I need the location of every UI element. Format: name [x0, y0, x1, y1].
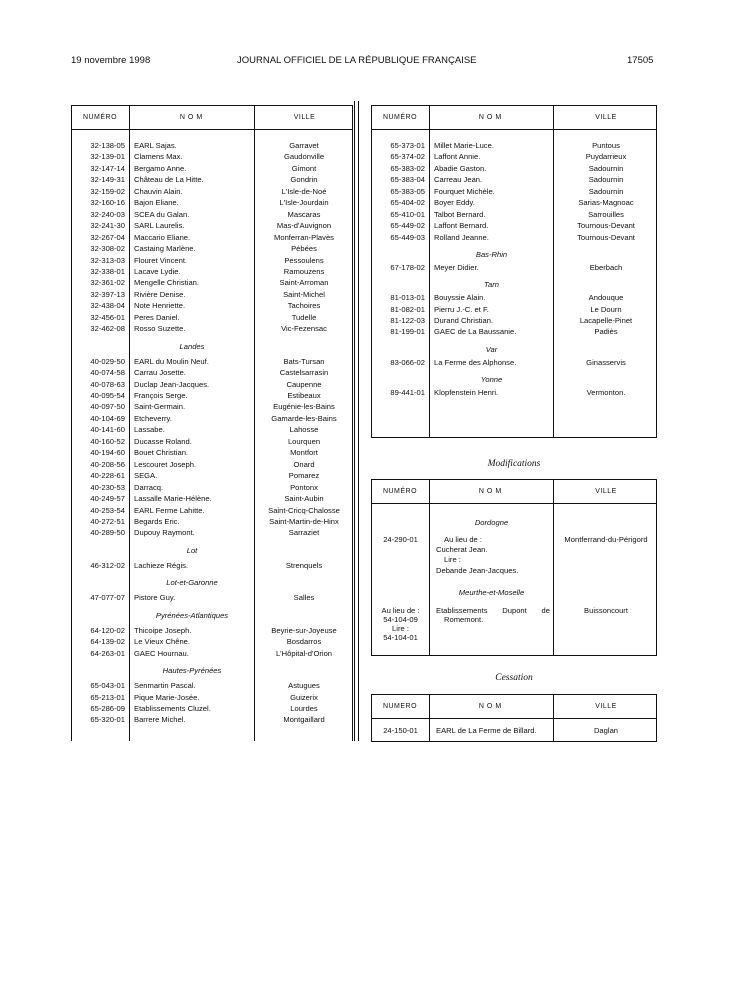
row-nom: SCEA du Galan.	[134, 209, 190, 219]
row-nom: Etablissements Cluzel.	[134, 704, 211, 713]
row-numero: 32-462-08	[90, 324, 125, 334]
row-numero: 65-449-02	[390, 221, 425, 231]
row-ville: Pomarez	[288, 471, 320, 481]
row-ville: Strenquels	[285, 560, 323, 570]
row-ville: Salles	[293, 593, 315, 603]
row-numero: 46-312-02	[90, 560, 125, 570]
row-numero: 67-178-02	[390, 262, 425, 272]
row-numero: 65-383-02	[390, 163, 425, 173]
row-numero: 32-361-02	[90, 278, 125, 288]
row-ville: Tudelle	[291, 312, 317, 322]
row-numero: 65-213-01	[90, 692, 125, 702]
row-nom: Durand Christian.	[434, 316, 494, 325]
row-nom: Fourquet Michèle.	[434, 186, 495, 196]
row-nom: Lachieze Régis.	[134, 560, 189, 570]
row-nom: Bajon Eliane.	[134, 198, 179, 208]
row-numero: 32-308-02	[90, 244, 125, 254]
row-ville: Beyrie-sur-Joyeuse	[271, 625, 337, 635]
modifications-caption: Modifications	[487, 459, 541, 469]
col-header-numero: NUMERO	[382, 703, 418, 710]
row-numero: 32-438-04	[90, 301, 125, 311]
row-numero: 32-241-30	[90, 221, 125, 231]
row-nom: Clamens Max.	[134, 152, 183, 162]
cessation-table	[371, 694, 657, 742]
row-ville: Pébées	[291, 244, 317, 254]
col-header-nom: NOM	[478, 488, 505, 495]
section-heading: Landes	[179, 341, 205, 351]
row-nom: Senmartin Pascal.	[134, 681, 196, 691]
col-rule	[429, 106, 430, 437]
row-nom: Chauvin Alain.	[134, 186, 183, 196]
row-ville: Onard	[293, 459, 315, 469]
mod-old-name-1: Cucherat Jean.	[436, 545, 488, 554]
col-header-nom: NOM	[478, 703, 505, 710]
row-ville: Saint-Martin-de-Hinx	[269, 516, 339, 526]
row-numero: 40-095-54	[90, 391, 125, 400]
row-nom: EARL Ferme Lahitte.	[134, 505, 205, 515]
row-numero: 81-199-01	[390, 327, 425, 337]
row-nom: Dupouy Raymont.	[134, 528, 195, 538]
row-numero: 40-160-52	[90, 436, 125, 446]
page-number: 17505	[627, 55, 654, 66]
row-nom: Thicoipe Joseph.	[134, 625, 192, 635]
row-ville: Ginasservis	[586, 357, 626, 367]
row-nom: François Serge.	[134, 391, 188, 400]
row-numero: 65-043-01	[90, 681, 125, 691]
mod-new-numero-2: 54-104-01	[383, 633, 418, 642]
row-ville: Castelsarrasin	[279, 368, 329, 378]
row-ville: Puydarrieux	[585, 152, 627, 162]
row-numero: 81-122-03	[390, 316, 425, 325]
col-header-nom: NOM	[179, 114, 206, 121]
row-ville: Le Dourn	[590, 304, 622, 314]
row-ville: Lacapelle-Pinet	[579, 316, 633, 325]
cessation-numero: 24-150-01	[383, 726, 418, 735]
row-numero: 32-138-05	[90, 141, 125, 150]
row-numero: 64-139-02	[90, 637, 125, 647]
col-header-ville: VILLE	[595, 703, 617, 710]
row-ville: Vermonton.	[586, 387, 626, 397]
row-nom: Lacave Lydie.	[134, 266, 181, 276]
row-nom: Pique Marie-Josée.	[134, 692, 200, 702]
mod-new-name-1: Debande Jean-Jacques.	[436, 566, 519, 575]
row-ville: L'Isle-de-Noé	[281, 186, 327, 196]
cessation-nom: EARL de La Ferme de Billard.	[436, 726, 537, 735]
row-numero: 65-449-03	[390, 232, 425, 242]
row-ville: Pessoulens	[284, 255, 324, 265]
row-numero: 40-253-54	[90, 505, 125, 515]
row-nom: EARL du Moulin Neuf.	[134, 356, 209, 366]
row-ville: Mas-d'Auvignon	[276, 221, 332, 231]
row-nom: SEGA.	[134, 471, 158, 481]
col-header-ville: VILLE	[595, 114, 617, 121]
row-numero: 65-286-09	[90, 704, 125, 713]
row-numero: 40-272-51	[90, 516, 125, 526]
row-numero: 40-029-50	[90, 356, 125, 366]
mod-au-lieu-de-1: Au lieu de :	[444, 535, 482, 544]
column-divider-left	[354, 101, 355, 741]
section-heading: Hautes-Pyrénées	[162, 666, 222, 676]
row-ville: Sarrouilles	[588, 209, 624, 219]
row-numero: 65-404-02	[390, 198, 425, 208]
row-ville: Garravet	[289, 141, 319, 150]
row-nom: Laffont Bernard.	[434, 221, 489, 231]
row-nom: La Ferme des Alphonse.	[434, 357, 517, 367]
row-numero: 40-104-69	[90, 413, 125, 423]
mod-name-2-line1: Etablissements Dupont de	[436, 606, 550, 615]
row-numero: 32-139-01	[90, 152, 125, 162]
row-ville: Tournous-Devant	[577, 232, 635, 242]
row-numero: 40-097-50	[90, 402, 125, 412]
row-nom: Darracq.	[134, 482, 164, 492]
row-numero: 65-410-01	[390, 209, 425, 219]
row-numero: 89-441-01	[390, 387, 425, 397]
mod-ville-1: Montferrand-du-Périgord	[564, 535, 648, 544]
row-numero: 40-289-50	[90, 528, 125, 538]
header-date: 19 novembre 1998	[71, 55, 151, 66]
row-ville: Saint-Arroman	[279, 278, 329, 288]
mod-ville-2: Buissoncourt	[584, 606, 628, 615]
row-ville: Ramouzens	[283, 266, 325, 276]
mod-old-numero-2: 54-104-09	[383, 615, 418, 624]
row-numero: 65-374-02	[390, 152, 425, 162]
row-nom: Abadie Gaston.	[434, 163, 487, 173]
row-nom: Château de La Hitte.	[134, 175, 204, 185]
cessation-ville: Daglan	[593, 726, 619, 735]
row-ville: Pontonx	[290, 482, 318, 492]
row-ville: Astugues	[288, 681, 320, 691]
right-table	[371, 105, 657, 438]
row-ville: Gaudonville	[283, 152, 325, 162]
row-nom: Ducasse Roland.	[134, 436, 192, 446]
row-numero: 64-263-01	[90, 648, 125, 658]
row-numero: 40-228-61	[90, 471, 125, 481]
row-ville: Montfort	[290, 448, 318, 458]
row-ville: Vic-Fezensac	[281, 324, 327, 334]
row-numero: 47-077-07	[90, 593, 125, 603]
cessation-table-header	[372, 695, 656, 719]
col-header-nom: NOM	[478, 114, 505, 121]
left-table-header	[72, 106, 352, 130]
cessation-caption: Cessation	[495, 673, 533, 683]
row-ville: Mascaras	[287, 209, 321, 219]
row-nom: Castaing Marlène.	[134, 244, 196, 254]
row-ville: Saint-Cricq-Chalosse	[268, 505, 340, 515]
row-numero: 65-383-05	[390, 186, 425, 196]
row-ville: Guizerix	[290, 692, 318, 702]
row-ville: Sadournin	[588, 186, 624, 196]
row-numero: 65-383-04	[390, 175, 425, 185]
mod-lire-1: Lire :	[444, 555, 461, 564]
row-nom: Millet Marie-Luce.	[434, 141, 494, 150]
column-divider-right	[358, 101, 359, 741]
row-ville: Puntous	[592, 141, 620, 150]
row-ville: Lahosse	[289, 425, 319, 435]
row-numero: 32-240-03	[90, 209, 125, 219]
row-ville: Tachoires	[287, 301, 321, 311]
row-nom: Mengelle Christian.	[134, 278, 199, 288]
section-heading: Bas-Rhin	[475, 250, 508, 260]
row-numero: 65-320-01	[90, 715, 125, 725]
col-header-numero: NUMÉRO	[82, 114, 118, 121]
col-header-ville: VILLE	[595, 488, 617, 495]
row-nom: Bouet Christian.	[134, 448, 189, 458]
row-ville: Saint-Michel	[283, 289, 325, 299]
row-ville: Gamarde-les-Bains	[271, 413, 337, 423]
row-nom: Begards Eric.	[134, 516, 180, 526]
row-nom: Etcheverry.	[134, 413, 172, 423]
row-nom: Laffont Annie.	[434, 152, 481, 162]
row-numero: 32-159-02	[90, 186, 125, 196]
row-ville: Sadournin	[588, 163, 624, 173]
col-header-numero: NUMÉRO	[382, 488, 418, 495]
row-numero: 32-267-04	[90, 232, 125, 242]
row-numero: 40-230-53	[90, 482, 125, 492]
col-header-numero: NUMÉRO	[382, 114, 418, 121]
row-ville: L'Hôpital-d'Orion	[275, 648, 333, 658]
row-numero: 32-313-03	[90, 255, 125, 265]
row-ville: Saint-Aubin	[284, 494, 324, 504]
row-nom: GAEC de La Baussanie.	[434, 327, 517, 337]
row-ville: Padiès	[594, 327, 618, 337]
col-rule	[429, 695, 430, 741]
row-ville: L'Isle-Jourdain	[279, 198, 329, 208]
row-numero: 32-160-16	[90, 198, 125, 208]
row-nom: EARL Sajas.	[134, 141, 177, 150]
col-rule	[429, 480, 430, 655]
row-nom: Klopfenstein Henri.	[434, 387, 499, 397]
row-nom: Boyer Eddy.	[434, 198, 475, 208]
row-numero: 32-397-13	[90, 289, 125, 299]
row-ville: Estibeaux	[287, 391, 321, 400]
row-nom: Le Vieux Chêne.	[134, 637, 191, 647]
row-numero: 40-208-56	[90, 459, 125, 469]
row-numero: 32-149-31	[90, 175, 125, 185]
row-nom: Maccario Eliane.	[134, 232, 191, 242]
row-nom: Bouyssie Alain.	[434, 293, 486, 303]
row-ville: Gondrin	[290, 175, 318, 185]
row-nom: Flouret Vincent.	[134, 255, 188, 265]
row-nom: Rosso Suzette.	[134, 324, 186, 334]
row-nom: Lescouret Joseph.	[134, 459, 197, 469]
right-table-header	[372, 106, 656, 130]
mod-lire-2: Lire :	[392, 624, 409, 633]
section-meurthe-et-moselle: Meurthe-et-Moselle	[458, 588, 525, 597]
row-nom: Meyer Didier.	[434, 262, 479, 272]
row-ville: Montgaillard	[283, 715, 325, 725]
section-heading: Pyrénées-Atlantiques	[155, 610, 229, 620]
row-ville: Gimont	[291, 163, 317, 173]
row-ville: Bosdarros	[286, 637, 322, 647]
row-nom: Rolland Jeanne.	[434, 232, 489, 242]
row-ville: Lourquen	[287, 436, 321, 446]
row-ville: Eugénie-les-Bains	[273, 402, 335, 412]
row-ville: Tournous-Devant	[577, 221, 635, 231]
section-heading: Var	[485, 344, 498, 354]
modifications-table	[371, 479, 657, 656]
row-numero: 81-082-01	[390, 304, 425, 314]
row-ville: Bats-Tursan	[283, 356, 325, 366]
row-numero: 32-338-01	[90, 266, 125, 276]
row-numero: 32-147-14	[90, 163, 125, 173]
row-nom: Rivière Denise.	[134, 289, 186, 299]
row-nom: GAEC Hournau.	[134, 648, 189, 658]
row-nom: Bergamo Anne.	[134, 163, 187, 173]
row-nom: Lassalle Marie-Hélène.	[134, 494, 212, 504]
row-nom: Lassabe.	[134, 425, 165, 435]
row-numero: 40-249-57	[90, 494, 125, 504]
row-nom: Carrau Josette.	[134, 368, 186, 378]
section-heading: Yonne	[480, 375, 503, 385]
row-ville: Andouque	[588, 293, 624, 303]
row-numero: 65-373-01	[390, 141, 425, 150]
mod-name-2-line2: Romemont.	[444, 615, 484, 624]
row-numero: 83-066-02	[390, 357, 425, 367]
row-nom: Saint-Germain.	[134, 402, 186, 412]
modifications-table-header	[372, 480, 656, 504]
row-ville: Sadournin	[588, 175, 624, 185]
section-dordogne: Dordogne	[474, 518, 509, 527]
col-rule	[129, 106, 130, 741]
row-numero: 40-141-60	[90, 425, 125, 435]
row-nom: Barrere Michel.	[134, 715, 186, 725]
mod-numero-1: 24-290-01	[383, 535, 418, 544]
row-numero: 40-074-58	[90, 368, 125, 378]
row-ville: Sarraziet	[288, 528, 320, 538]
section-heading: Tarn	[484, 280, 499, 290]
row-numero: 40-078-63	[90, 379, 125, 389]
journal-title: JOURNAL OFFICIEL DE LA RÉPUBLIQUE FRANÇAISE	[237, 55, 477, 66]
row-numero: 64-120-02	[90, 625, 125, 635]
left-table	[71, 105, 353, 741]
row-nom: Talbot Bernard.	[434, 209, 486, 219]
row-nom: Pistore Guy.	[134, 593, 176, 603]
row-ville: Sarias-Magnoac	[578, 198, 634, 208]
mod-au-lieu-de-2: Au lieu de :	[381, 606, 420, 615]
row-ville: Lourdes	[290, 704, 318, 713]
row-ville: Monferran-Plavès	[274, 232, 334, 242]
row-nom: Peres Daniel.	[134, 312, 180, 322]
section-heading: Lot-et-Garonne	[166, 578, 218, 588]
row-nom: SARL Laurelis.	[134, 221, 185, 231]
row-nom: Note Henriette.	[134, 301, 186, 311]
row-ville: Eberbach	[589, 262, 623, 272]
row-nom: Duclap Jean-Jacques.	[134, 379, 210, 389]
row-ville: Caupenne	[286, 379, 322, 389]
row-numero: 32-456-01	[90, 312, 125, 322]
row-nom: Pierru J.-C. et F.	[434, 304, 489, 314]
col-header-ville: VILLE	[293, 114, 316, 121]
col-rule	[553, 480, 554, 655]
row-numero: 40-194-60	[90, 448, 125, 458]
section-heading: Lot	[186, 545, 198, 555]
row-numero: 81-013-01	[390, 293, 425, 303]
row-nom: Carreau Jean.	[434, 175, 483, 185]
